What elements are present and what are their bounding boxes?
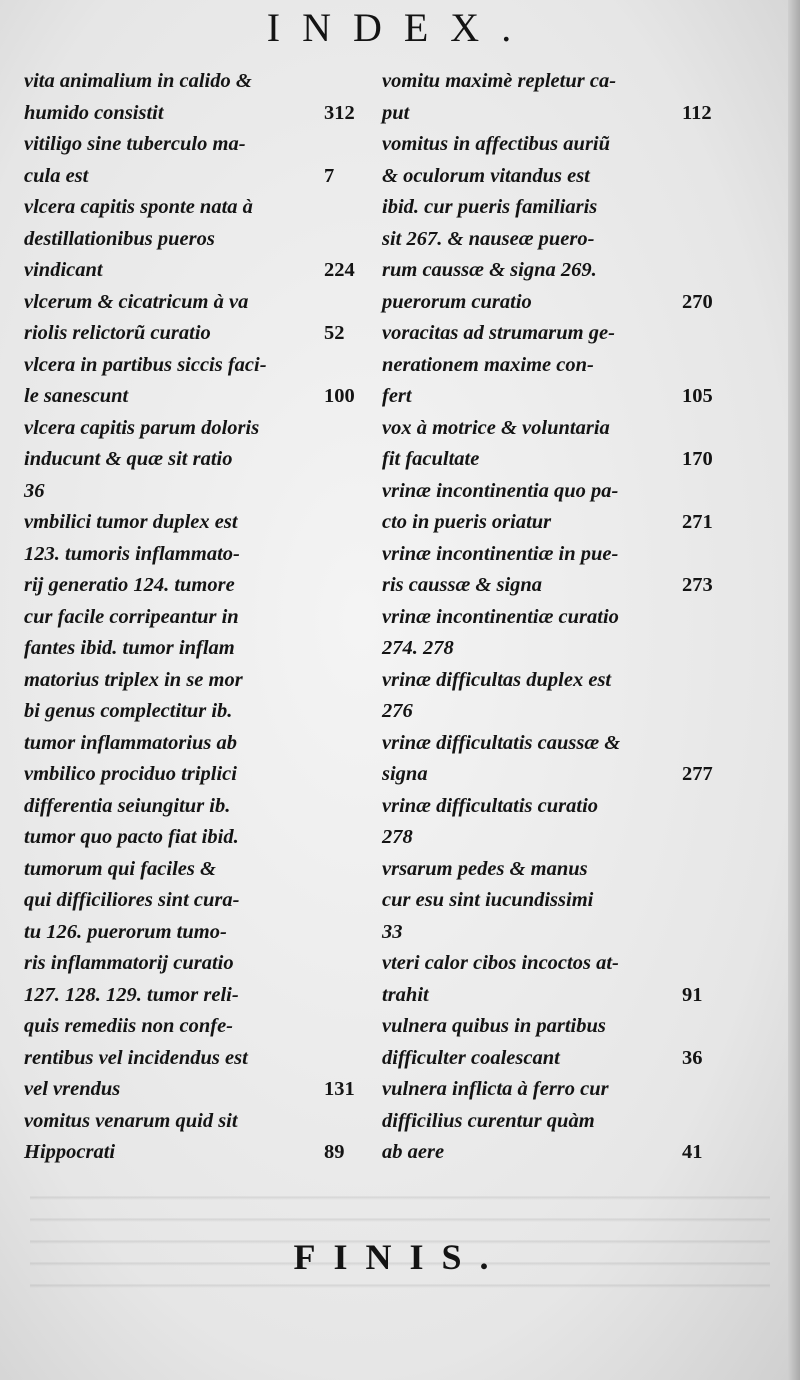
entry-line bbox=[382, 1011, 722, 1043]
entry-line bbox=[382, 476, 722, 508]
entry-line bbox=[24, 917, 364, 949]
entry-line bbox=[382, 192, 722, 224]
entry-line bbox=[24, 696, 364, 728]
entry-line bbox=[382, 917, 722, 949]
entry-line bbox=[24, 948, 364, 980]
entry-text: vrsarum pedes & manus bbox=[382, 857, 588, 880]
index-entry bbox=[382, 854, 722, 949]
entry-text: nerationem maxime con- bbox=[382, 353, 594, 376]
entry-text: & oculorum vitandus est bbox=[382, 164, 590, 187]
entry-line: 224 vindicant bbox=[24, 259, 355, 281]
index-entry bbox=[382, 602, 722, 665]
entry-text: voracitas ad strumarum ge- bbox=[382, 322, 615, 344]
entry-line bbox=[382, 854, 722, 886]
entry-text: bi genus complectitur ib. bbox=[24, 700, 233, 722]
entry-text: vulnera inflicta à ferro cur bbox=[382, 1078, 609, 1100]
entry-text: vox à motrice & voluntaria bbox=[382, 416, 610, 439]
index-column-right bbox=[382, 66, 722, 1169]
entry-text: ibid. cur pueris familiaris bbox=[382, 196, 598, 218]
entry-line bbox=[24, 129, 364, 161]
entry-line bbox=[382, 948, 722, 980]
entry-text: vlcera capitis sponte nata à bbox=[24, 196, 253, 218]
entry-text: vrinæ difficultas duplex est bbox=[382, 668, 612, 691]
entry-line bbox=[24, 980, 364, 1012]
entry-text: cula est bbox=[24, 164, 89, 187]
entry-text: humido consistit bbox=[24, 101, 164, 124]
entry-line: 91 trahit bbox=[382, 983, 703, 1006]
entry-text: vrinæ incontinentia quo pa- bbox=[382, 479, 619, 502]
entry-text: fantes ibid. tumor inflam bbox=[24, 637, 235, 659]
index-entry bbox=[382, 948, 722, 1011]
entry-text: cto in pueris oriatur bbox=[382, 511, 552, 533]
entry-line: 112 put bbox=[382, 101, 712, 124]
entry-text: rij generatio 124. tumore bbox=[24, 574, 235, 596]
entry-line bbox=[24, 539, 364, 571]
entry-text: vlcera capitis parum doloris bbox=[24, 416, 260, 439]
entry-text: difficilius curentur quàm bbox=[382, 1109, 595, 1132]
entry-line bbox=[24, 885, 364, 917]
entry-text: vindicant bbox=[24, 259, 103, 281]
entry-line bbox=[24, 444, 364, 476]
entry-text: vel vrendus bbox=[24, 1078, 121, 1100]
index-entry bbox=[24, 287, 364, 350]
entry-text: vrinæ incontinentiæ in pue- bbox=[382, 542, 619, 565]
index-entry bbox=[382, 1074, 722, 1169]
entry-line bbox=[24, 1106, 364, 1138]
entry-text: rum caussæ & signa 269. bbox=[382, 259, 597, 281]
entry-text: 127. 128. 129. tumor reli- bbox=[24, 983, 239, 1006]
entry-text: ab aere bbox=[382, 1141, 445, 1163]
entry-text: vomitu maximè repletur ca- bbox=[382, 70, 617, 92]
entry-text: vomitus in affectibus auriũ bbox=[382, 133, 611, 155]
entry-text: qui difficiliores sint cura- bbox=[24, 889, 240, 911]
entry-text: 278 bbox=[382, 826, 413, 848]
entry-line bbox=[382, 413, 722, 445]
entry-text: difficulter coalescant bbox=[382, 1046, 560, 1069]
entry-text: puerorum curatio bbox=[382, 290, 532, 313]
entry-line: 312 humido consistit bbox=[24, 101, 355, 124]
index-entry bbox=[382, 728, 722, 791]
entry-line: 271 cto in pueris oriatur bbox=[382, 511, 713, 533]
entry-line: 36 difficulter coalescant bbox=[382, 1046, 703, 1069]
entry-line bbox=[382, 665, 722, 697]
index-entry bbox=[382, 66, 722, 129]
index-entry bbox=[24, 413, 364, 508]
entry-line bbox=[24, 633, 364, 665]
entry-line: 100 le sanescunt bbox=[24, 385, 355, 407]
entry-line bbox=[24, 192, 364, 224]
entry-line bbox=[382, 161, 722, 193]
entry-line bbox=[24, 759, 364, 791]
entry-text: tumor quo pacto fiat ibid. bbox=[24, 826, 239, 848]
entry-line bbox=[382, 728, 722, 760]
index-entry bbox=[24, 66, 364, 129]
entry-line bbox=[24, 854, 364, 886]
entry-text: fert bbox=[382, 385, 412, 407]
entry-line bbox=[24, 507, 364, 539]
entry-text: quis remediis non confe- bbox=[24, 1015, 233, 1037]
entry-line: 131 vel vrendus bbox=[24, 1078, 355, 1100]
entry-line: 277 signa bbox=[382, 763, 713, 785]
entry-line bbox=[24, 1043, 364, 1075]
entry-line bbox=[382, 791, 722, 823]
entry-text: ris inflammatorij curatio bbox=[24, 952, 234, 974]
entry-text: put bbox=[382, 101, 410, 124]
entry-line: 7 cula est bbox=[24, 164, 335, 187]
entry-text: cur esu sint iucundissimi bbox=[382, 889, 594, 911]
running-head: INDEX. bbox=[266, 5, 534, 50]
entry-text: 123. tumoris inflammato- bbox=[24, 542, 240, 565]
index-entry bbox=[382, 129, 722, 318]
entry-text: vlcerum & cicatricum à va bbox=[24, 290, 249, 313]
entry-text: tu 126. puerorum tumo- bbox=[24, 920, 227, 943]
entry-text: signa bbox=[382, 763, 428, 785]
index-entry bbox=[24, 350, 364, 413]
entry-text: vrinæ difficultatis caussæ & bbox=[382, 731, 621, 754]
entry-text: differentia seiungitur ib. bbox=[24, 794, 231, 817]
entry-line bbox=[24, 570, 364, 602]
entry-text: vmbilici tumor duplex est bbox=[24, 511, 238, 533]
entry-line bbox=[24, 476, 364, 508]
entry-line bbox=[24, 287, 364, 319]
entry-line bbox=[382, 66, 722, 98]
index-entry bbox=[382, 665, 722, 728]
entry-text: sit 267. & nauseæ puero- bbox=[382, 227, 595, 250]
entry-line bbox=[24, 413, 364, 445]
index-entry bbox=[24, 192, 364, 287]
entry-line: 41 ab aere bbox=[382, 1141, 703, 1163]
entry-line bbox=[382, 224, 722, 256]
index-entry bbox=[382, 1011, 722, 1074]
index-entry bbox=[382, 791, 722, 854]
entry-line: 52 riolis relictorũ curatio bbox=[24, 322, 345, 344]
entry-line bbox=[24, 822, 364, 854]
entry-line bbox=[24, 66, 364, 98]
entry-text: rentibus vel incidendus est bbox=[24, 1046, 248, 1069]
entry-line bbox=[382, 822, 722, 854]
entry-text: vlcera in partibus siccis faci- bbox=[24, 353, 267, 376]
entry-text: cur facile corripeantur in bbox=[24, 605, 239, 628]
entry-line: 105 fert bbox=[382, 385, 713, 407]
index-entry bbox=[24, 1106, 364, 1169]
entry-text: 276 bbox=[382, 700, 413, 722]
entry-text: destillationibus pueros bbox=[24, 227, 215, 250]
entry-text: ris caussæ & signa bbox=[382, 574, 543, 596]
entry-line bbox=[382, 318, 722, 350]
entry-line: 170 fit facultate bbox=[382, 448, 713, 470]
entry-line bbox=[24, 602, 364, 634]
entry-line bbox=[24, 1011, 364, 1043]
entry-line bbox=[382, 1074, 722, 1106]
entry-line bbox=[382, 1106, 722, 1138]
finis-colophon: FINIS. bbox=[293, 1237, 507, 1277]
entry-text: tumorum qui faciles & bbox=[24, 857, 216, 880]
entry-line bbox=[382, 255, 722, 287]
entry-line bbox=[24, 728, 364, 760]
entry-line bbox=[24, 665, 364, 697]
index-entry bbox=[382, 413, 722, 476]
entry-text: 36 bbox=[24, 479, 45, 502]
entry-text: vitiligo sine tuberculo ma- bbox=[24, 133, 246, 155]
entry-text: fit facultate bbox=[382, 448, 480, 470]
index-column-left bbox=[24, 66, 364, 1169]
entry-text: inducunt & quæ sit ratio bbox=[24, 448, 233, 470]
entry-line bbox=[382, 696, 722, 728]
entry-line bbox=[382, 885, 722, 917]
entry-line: 273 ris caussæ & signa bbox=[382, 574, 713, 596]
index-entry bbox=[24, 507, 364, 1106]
entry-text: Hippocrati bbox=[24, 1141, 116, 1163]
entry-text: trahit bbox=[382, 983, 429, 1006]
entry-line: 270 puerorum curatio bbox=[382, 290, 713, 313]
entry-text: vrinæ incontinentiæ curatio bbox=[382, 605, 619, 628]
entry-line bbox=[382, 633, 722, 665]
entry-line bbox=[382, 602, 722, 634]
entry-line bbox=[24, 224, 364, 256]
entry-text: vrinæ difficultatis curatio bbox=[382, 794, 599, 817]
entry-text: riolis relictorũ curatio bbox=[24, 322, 211, 344]
index-entry bbox=[24, 129, 364, 192]
entry-line: 89 Hippocrati bbox=[24, 1141, 345, 1163]
entry-line bbox=[382, 539, 722, 571]
entry-line bbox=[24, 791, 364, 823]
entry-text: vulnera quibus in partibus bbox=[382, 1015, 606, 1037]
index-entry bbox=[382, 476, 722, 539]
index-entry bbox=[382, 318, 722, 413]
entry-text: matorius triplex in se mor bbox=[24, 668, 243, 691]
entry-text: 33 bbox=[382, 920, 403, 943]
entry-text: vomitus venarum quid sit bbox=[24, 1109, 238, 1132]
entry-text: le sanescunt bbox=[24, 385, 129, 407]
entry-text: vteri calor cibos incoctos at- bbox=[382, 952, 619, 974]
page-edge bbox=[788, 0, 800, 1380]
entry-line bbox=[24, 350, 364, 382]
entry-line bbox=[382, 350, 722, 382]
entry-text: tumor inflammatorius ab bbox=[24, 731, 238, 754]
entry-text: 274. 278 bbox=[382, 637, 454, 659]
entry-text: vmbilico prociduo triplici bbox=[24, 763, 237, 785]
index-entry bbox=[382, 539, 722, 602]
entry-text: vita animalium in calido & bbox=[24, 70, 252, 92]
entry-line bbox=[382, 129, 722, 161]
